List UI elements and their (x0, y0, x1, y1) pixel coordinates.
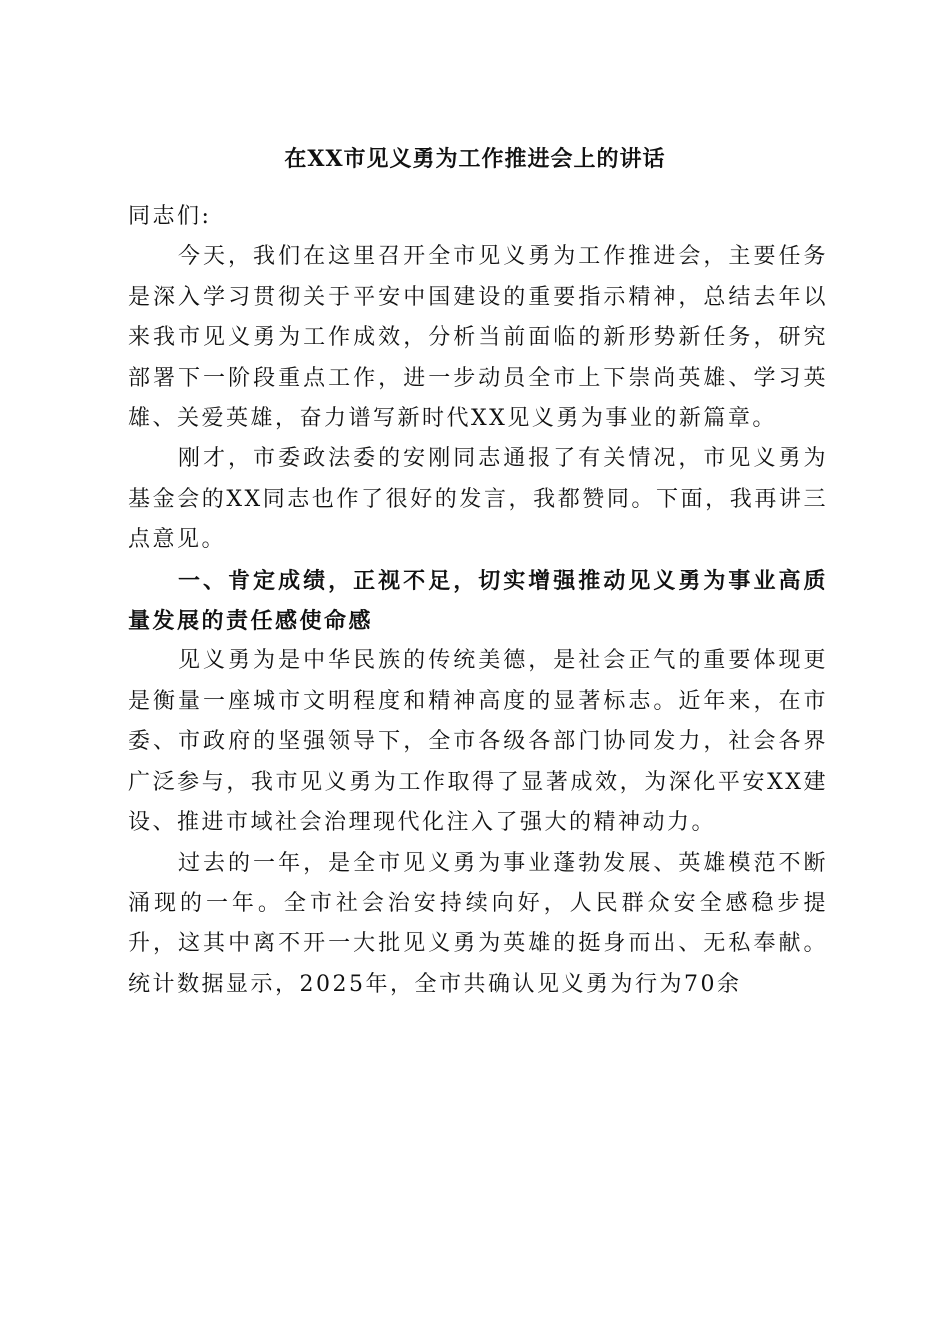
paragraph-opening: 今天，我们在这里召开全市见义勇为工作推进会，主要任务是深入学习贯彻关于平安中国建设的重要指示精神，总结去年以来我市见义勇为工作成效，分析当前面临的新形势新任务，研究部署下一阶段重点工作，进一步动员全市上下崇尚英雄、学习英雄、关爱英雄，奋力谱写新时代XX见义勇为事业的新篇章。 (128, 244, 828, 432)
document-body (128, 197, 828, 1005)
document-title: 在XX市见义勇为工作推进会上的讲话 (284, 146, 666, 172)
paragraph-past-year: 过去的一年，是全市见义勇为事业蓬勃发展、英雄模范不断涌现的一年。全市社会治安持续向好，人民群众安全感稳步提升，这其中离不开一大批见义勇为英雄的挺身而出、无私奉献。统计数据显示，2025年，全市共确认见义勇为行为70余 (128, 850, 828, 997)
salutation: 同志们: (128, 204, 212, 229)
section-heading-one: 一、肯定成绩，正视不足，切实增强推动见义勇为事业高质量发展的责任感使命感 (128, 567, 828, 635)
paragraph-agenda: 刚才，市委政法委的安刚同志通报了有关情况，市见义勇为基金会的XX同志也作了很好的发言，我都赞同。下面，我再讲三点意见。 (128, 446, 828, 553)
paragraph-achievements: 见义勇为是中华民族的传统美德，是社会正气的重要体现更是衡量一座城市文明程度和精神高度的显著标志。近年来，在市委、市政府的坚强领导下，全市各级各部门协同发力，社会各界广泛参与，我市见义勇为工作取得了显著成效，为深化平安XX建设、推进市域社会治理现代化注入了强大的精神动力。 (128, 648, 828, 836)
